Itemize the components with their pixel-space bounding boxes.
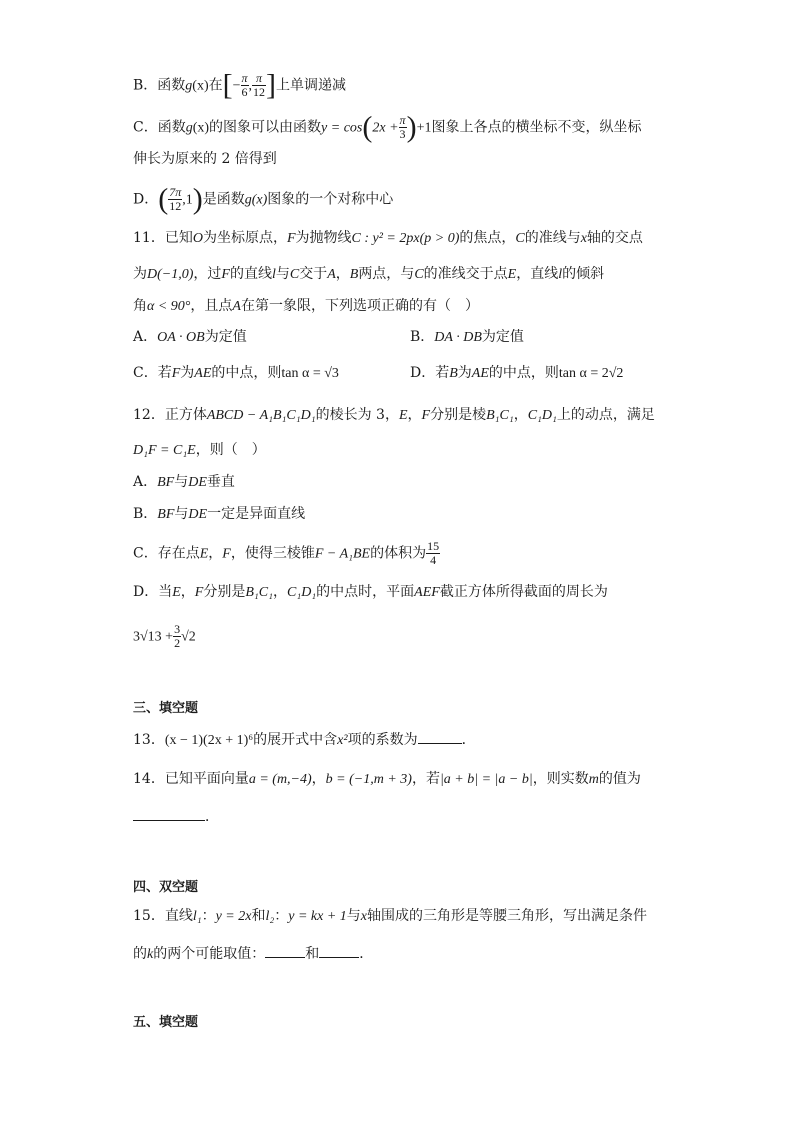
text-run: D．当 xyxy=(133,584,173,600)
math: − xyxy=(232,78,241,94)
paren: ( xyxy=(362,110,373,144)
q11-stem-line3 xyxy=(133,297,479,316)
text-run: C．若 xyxy=(133,365,172,381)
text-run: D．若 xyxy=(410,365,450,381)
text-run: 4 xyxy=(430,553,437,567)
text-run: y = kx + 1 xyxy=(288,909,347,924)
text-run: A． xyxy=(133,474,158,490)
text-run: 3√13 + xyxy=(133,629,174,645)
text-run: π xyxy=(241,71,248,85)
text-run: k xyxy=(147,947,154,962)
math: ,1 xyxy=(182,192,193,208)
text-run: 的中点时，平面 xyxy=(316,584,415,600)
text-run: 11．已知 xyxy=(133,230,193,246)
text-run: B． xyxy=(133,506,158,522)
text-run: ， xyxy=(311,771,326,787)
text-run: ， xyxy=(513,407,528,423)
bracket: [ xyxy=(222,68,233,102)
text-run: C₁D₁ xyxy=(527,408,557,423)
text-run: C xyxy=(414,267,424,282)
text-run: x xyxy=(580,231,587,246)
text-run: F xyxy=(421,408,431,423)
fraction xyxy=(426,540,440,567)
text-run: A xyxy=(232,299,241,314)
math: , xyxy=(248,78,253,94)
text-run: π xyxy=(252,72,266,86)
text-run: 轴围成的三角形是等腰三角形，写出满足条件 xyxy=(367,908,647,924)
section-heading-fill-blank: 三、填空题 xyxy=(133,701,199,716)
text-run: 3 xyxy=(174,622,181,636)
text-run: 与 xyxy=(174,474,189,490)
text-run: 的中点，则 xyxy=(211,365,282,381)
text-run: 的棱长为 3， xyxy=(315,407,399,423)
text-run: O xyxy=(192,231,203,246)
text-run: 为坐标原点， xyxy=(202,230,287,246)
text-run: 交于 xyxy=(299,266,328,282)
text-run: 与 xyxy=(346,908,361,924)
q11-option-d xyxy=(410,364,623,383)
text-run: A xyxy=(327,267,336,282)
answer-blank-2[interactable] xyxy=(319,943,359,958)
text-run: ： xyxy=(201,908,216,924)
text-run: 的直线 xyxy=(229,266,272,282)
text-run: 的准线交于点 xyxy=(423,266,508,282)
text-run: C．存在点 xyxy=(133,545,200,562)
text-run: 的焦点， xyxy=(459,230,516,246)
text: 图象的一个对称中心 xyxy=(267,191,394,208)
text-run: C xyxy=(515,231,525,246)
text-run: 为定值 xyxy=(204,329,247,345)
fraction xyxy=(173,623,181,650)
text: 的图象可以由函数 xyxy=(209,119,322,136)
text-run: tan α = 2√2 xyxy=(558,366,624,381)
text-run: AE xyxy=(194,366,212,381)
text-run: ，则（ ） xyxy=(195,442,266,458)
text-run: C : y² = 2px(p > 0) xyxy=(351,231,460,246)
text-run: 3 xyxy=(399,127,406,141)
q14-line2 xyxy=(133,806,219,826)
answer-blank[interactable] xyxy=(418,729,462,744)
math: g xyxy=(185,120,193,136)
text-run: 一定是异面直线 xyxy=(207,506,306,522)
q12-option-c xyxy=(133,540,440,567)
text-run: DA · DB xyxy=(434,330,482,345)
text: 在 xyxy=(208,77,223,94)
q10-option-d xyxy=(133,182,394,216)
q12-option-d-answer xyxy=(133,623,196,650)
text-run: C xyxy=(289,267,300,282)
math: 2x + xyxy=(372,120,399,136)
q12-option-a xyxy=(133,473,235,492)
text-run: α < 90° xyxy=(147,299,191,314)
text-run: ． xyxy=(461,732,476,748)
text-run: ，过 xyxy=(193,266,222,282)
q12-stem-line2 xyxy=(133,441,266,460)
text-run: BF xyxy=(157,475,175,490)
q12-option-b xyxy=(133,505,305,524)
text-run: 的倾斜 xyxy=(562,266,605,282)
text-run: 项的系数为 xyxy=(347,732,418,748)
text-run: C₁D₁ xyxy=(286,585,317,600)
text-run: 的展开式中含 xyxy=(253,732,338,748)
text-run: B． xyxy=(410,329,435,345)
q12-option-d xyxy=(133,583,608,602)
text-run: 12．正方体 xyxy=(133,407,207,423)
text-run: b = (−1,m + 3) xyxy=(325,772,412,787)
section-heading-fill-blank-2: 五、填空题 xyxy=(133,1015,199,1030)
text-run: ， xyxy=(180,584,195,600)
math: +1 xyxy=(416,120,432,136)
text-run: l xyxy=(271,267,276,282)
text-run: 2 xyxy=(174,636,181,650)
q10-option-c xyxy=(133,110,642,144)
text-run: 在第一象限，下列选项正确的有（ ） xyxy=(240,298,479,314)
text-run: 为抛物线 xyxy=(295,230,352,246)
text-run: ，且点 xyxy=(190,298,233,314)
math: g(x) xyxy=(244,192,268,208)
text-run: 上的动点，满足 xyxy=(556,407,655,423)
q11-option-c xyxy=(133,364,339,383)
text-run: 和 xyxy=(251,908,266,924)
text-run: 的 xyxy=(133,946,147,962)
text-run: AEF xyxy=(414,585,440,600)
paren: ) xyxy=(406,110,417,144)
text-run: ， xyxy=(407,407,422,423)
text-run: F xyxy=(222,546,231,562)
text-run: tan α = √3 xyxy=(281,366,339,381)
text-run: E xyxy=(507,267,517,282)
text-run: l₂ xyxy=(265,909,275,924)
q13 xyxy=(133,729,476,750)
fraction xyxy=(241,72,249,99)
text-run: x² xyxy=(337,733,348,748)
text-run: 截正方体所得截面的周长为 xyxy=(439,584,608,600)
text-run: x xyxy=(360,909,367,924)
text-run: D(−1,0) xyxy=(147,267,194,282)
text-run: F xyxy=(171,366,181,381)
text-run: F xyxy=(221,267,230,282)
text-run: 12 xyxy=(169,199,182,213)
answer-blank-1[interactable] xyxy=(265,943,305,958)
q15-line2 xyxy=(133,943,373,964)
text-run: l xyxy=(558,267,563,282)
q11-option-a xyxy=(133,328,247,347)
text-run: 分别是 xyxy=(203,584,246,600)
text-run: B₁C₁ xyxy=(486,408,514,423)
text-run: ，则实数 xyxy=(532,771,589,787)
text-run: E xyxy=(398,408,408,423)
text-run: π xyxy=(399,113,406,127)
text-run: 的中点，则 xyxy=(488,365,559,381)
text-run: BF xyxy=(157,507,175,522)
text-run: 分别是棱 xyxy=(430,407,487,423)
text-run: 和 xyxy=(305,946,320,962)
text-run: ，使得三棱锥 xyxy=(230,545,315,562)
text-run: OA · OB xyxy=(157,330,205,345)
q11-stem-line2 xyxy=(133,265,604,284)
text-run: 为 xyxy=(180,365,195,381)
text-run: 与 xyxy=(275,266,290,282)
math: y = cos xyxy=(321,120,363,136)
text-run: 的两个可能取值： xyxy=(153,946,266,962)
q14 xyxy=(133,770,641,789)
text: C．函数 xyxy=(133,119,186,136)
text-run: B₁C₁ xyxy=(245,585,273,600)
q12-stem-line1 xyxy=(133,406,655,425)
text: B．函数 xyxy=(133,77,186,94)
text-run: 的体积为 xyxy=(370,545,427,562)
text-run: A． xyxy=(133,329,158,345)
bracket: ] xyxy=(266,68,277,102)
paren: ) xyxy=(192,182,203,216)
text-run: 为 xyxy=(133,266,147,282)
text-run: m xyxy=(588,772,599,787)
text-run: 与 xyxy=(174,506,189,522)
text-run: 垂直 xyxy=(206,474,235,490)
fraction xyxy=(168,186,182,213)
text-run: 15．直线 xyxy=(133,908,193,924)
text-run: ， xyxy=(208,545,223,562)
text-run: D₁F = C₁E xyxy=(133,443,196,458)
text-run: 两点，与 xyxy=(358,266,415,282)
section-heading-double-blank: 四、双空题 xyxy=(133,880,199,895)
text-run: 14．已知平面向量 xyxy=(133,771,249,787)
text-run: 7π xyxy=(169,185,182,199)
answer-blank[interactable] xyxy=(133,806,205,821)
text-run: (x − 1)(2x + 1)⁶ xyxy=(164,733,254,748)
text-run: |a + b| = |a − b| xyxy=(439,772,533,787)
text-run: ABCD − A₁B₁C₁D₁ xyxy=(206,408,316,423)
text-run: 角 xyxy=(133,298,147,314)
text-run: ， xyxy=(272,584,287,600)
text-run: AE xyxy=(471,366,489,381)
text-run: 轴的交点 xyxy=(586,230,643,246)
q11-option-b xyxy=(410,328,524,347)
text-run: F xyxy=(194,585,204,600)
text-run: a = (m,−4) xyxy=(248,772,312,787)
text-run: B xyxy=(349,267,359,282)
text-run: 6 xyxy=(241,85,248,99)
text-run: DE xyxy=(188,507,208,522)
text-run: 的值为 xyxy=(598,771,641,787)
text: 图象上各点的横坐标不变，纵坐标 xyxy=(431,119,642,136)
text-run: ． xyxy=(205,809,219,825)
paren: ( xyxy=(158,182,169,216)
text: 是函数 xyxy=(202,191,245,208)
text-run: F xyxy=(286,231,296,246)
q10-option-c-line2: 伸长为原来的 2 倍得到 xyxy=(133,151,277,167)
text-run: E xyxy=(199,546,209,562)
text-run: l₁ xyxy=(192,909,202,924)
text-run: ： xyxy=(274,908,289,924)
fraction xyxy=(252,72,266,99)
text-run: 12 xyxy=(253,85,266,99)
text-run: y = 2x xyxy=(215,909,252,924)
math: g xyxy=(185,78,193,94)
text-run: E xyxy=(172,585,181,600)
text-run: ． xyxy=(359,946,374,962)
text-run: ，若 xyxy=(411,771,440,787)
q10-option-b xyxy=(133,68,347,102)
text: D． xyxy=(133,191,159,208)
text-run: √2 xyxy=(181,629,196,645)
text-run: DE xyxy=(188,475,207,490)
q11-stem-line1 xyxy=(133,229,643,248)
math: (x) xyxy=(192,78,209,94)
fraction xyxy=(399,114,407,141)
text-run: 为 xyxy=(457,365,472,381)
text: 上单调递减 xyxy=(276,77,347,94)
text-run: 的准线与 xyxy=(524,230,581,246)
text-run: ，直线 xyxy=(516,266,559,282)
q15 xyxy=(133,907,647,926)
text-run: 为定值 xyxy=(481,329,524,345)
text-run: 13． xyxy=(133,732,165,748)
math: (x) xyxy=(192,120,210,136)
text-run: F − A₁BE xyxy=(314,546,371,562)
text-run: ， xyxy=(335,266,350,282)
text-run: 15 xyxy=(427,539,440,553)
text-run: B xyxy=(449,366,458,381)
